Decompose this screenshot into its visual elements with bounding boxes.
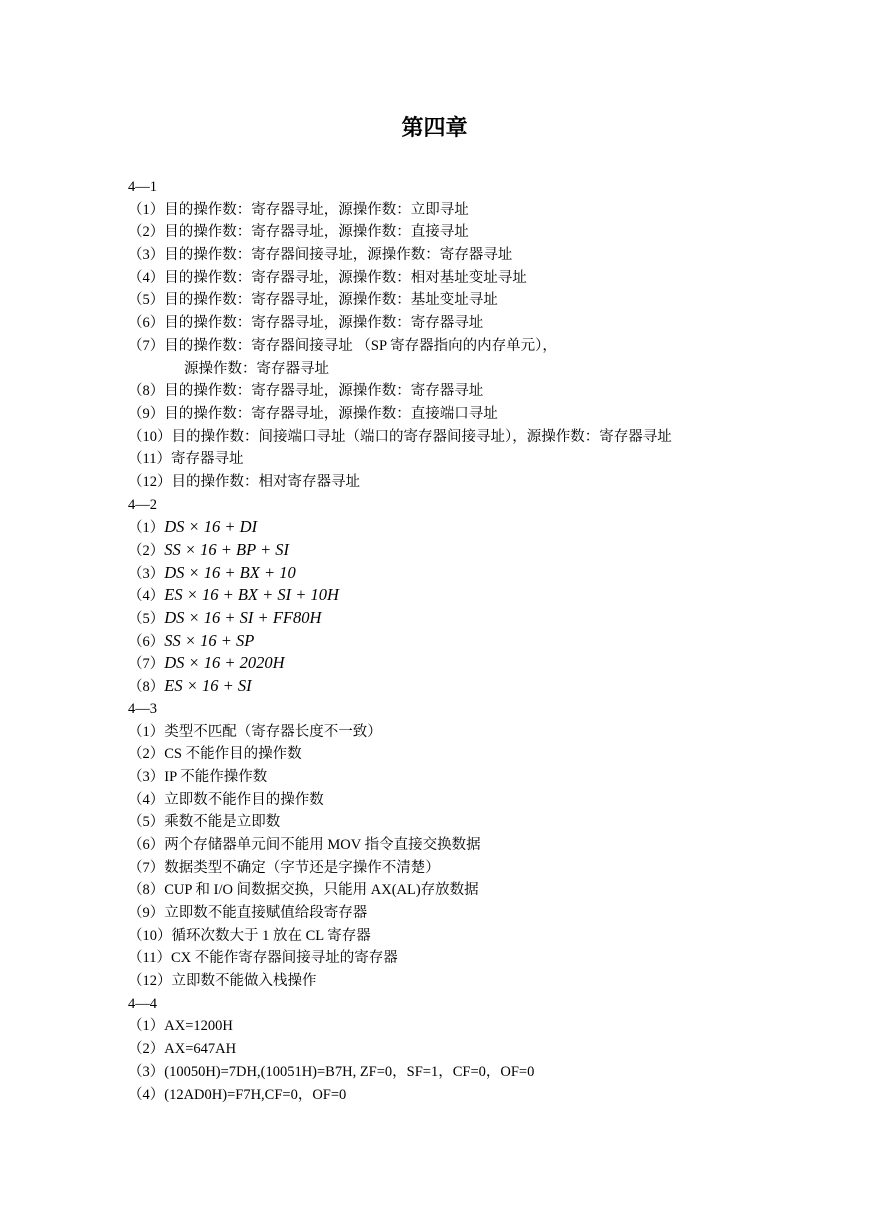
answer-item: （9）立即数不能直接赋值给段寄存器	[128, 905, 368, 921]
answer-item: （3）目的操作数：寄存器间接寻址，源操作数：寄存器寻址	[128, 247, 513, 264]
formula-item	[128, 516, 828, 539]
answer-item: （11）寄存器寻址	[128, 451, 244, 468]
answer-item: （6）两个存储器单元间不能用 MOV 指令直接交换数据	[128, 836, 481, 853]
section-heading: 4—1	[128, 179, 157, 195]
address-formula: DS × 16 + 2020H	[164, 653, 285, 673]
formula-item	[128, 562, 828, 585]
formula-item	[128, 630, 828, 653]
answer-item: （2）AX=647AH	[128, 1041, 237, 1058]
formula-number: （7）	[128, 656, 165, 673]
section-heading: 4—4	[128, 995, 157, 1012]
answer-item: （4）立即数不能作目的操作数	[128, 791, 324, 808]
answer-item: （4）目的操作数：寄存器寻址，源操作数：相对基址变址寻址	[128, 269, 527, 286]
section-heading: 4—2	[128, 496, 157, 513]
address-formula: SS × 16 + SP	[164, 630, 255, 650]
section-heading: 4—3	[128, 700, 157, 717]
formula-item	[128, 584, 828, 607]
answer-item: （2）CS 不能作目的操作数	[128, 746, 302, 763]
formula-number: （5）	[128, 611, 165, 628]
answer-content	[128, 176, 828, 1106]
formula-number: （2）	[128, 543, 165, 559]
answer-item: （1）AX=1200H	[128, 1018, 233, 1035]
answer-item: （2）目的操作数：寄存器寻址，源操作数：直接寻址	[128, 224, 469, 241]
formula-number: （3）	[128, 565, 165, 582]
formula-number: （8）	[128, 679, 165, 696]
formula-number: （4）	[128, 588, 165, 605]
answer-item: （5）乘数不能是立即数	[128, 814, 281, 831]
address-formula: ES × 16 + BX + SI + 10H	[164, 585, 339, 605]
answer-item: （8）CUP 和 I/O 间数据交换，只能用 AX(AL)存放数据	[128, 882, 479, 899]
address-formula: DS × 16 + DI	[164, 517, 258, 537]
answer-item: （3）IP 不能作操作数	[128, 768, 268, 785]
address-formula: DS × 16 + SI + FF80H	[164, 608, 322, 628]
answer-item: （9）目的操作数：寄存器寻址，源操作数：直接端口寻址	[128, 405, 498, 422]
answer-item: （10）目的操作数：间接端口寻址（端口的寄存器间接寻址），源操作数：寄存器寻址	[128, 428, 672, 445]
answer-item: （1）类型不匹配（寄存器长度不一致）	[128, 723, 382, 740]
answer-item: （5）目的操作数：寄存器寻址，源操作数：基址变址寻址	[128, 292, 498, 309]
answer-item: （3）(10050H)=7DH,(10051H)=B7H, ZF=0，SF=1，CF=0，OF=0	[128, 1063, 535, 1080]
formula-number: （1）	[128, 520, 165, 537]
answer-item: （7）目的操作数：寄存器间接寻址 （SP 寄存器指向的内存单元），	[128, 337, 557, 354]
answer-item: （12）目的操作数：相对寄存器寻址	[128, 473, 360, 490]
answer-item: （12）立即数不能做入栈操作	[128, 973, 317, 990]
answer-item: （4）(12AD0H)=F7H,CF=0，OF=0	[128, 1086, 347, 1103]
formula-item	[128, 652, 828, 675]
address-formula: DS × 16 + BX + 10	[164, 562, 296, 582]
address-formula: SS × 16 + BP + SI	[164, 540, 290, 559]
address-formula: ES × 16 + SI	[164, 676, 252, 696]
answer-item: （8）目的操作数：寄存器寻址，源操作数：寄存器寻址	[128, 383, 484, 400]
formula-item	[128, 539, 828, 562]
answer-item: （6）目的操作数：寄存器寻址，源操作数：寄存器寻址	[128, 315, 484, 332]
answer-item-continuation: 源操作数：寄存器寻址	[184, 360, 329, 377]
chapter-title: 第四章	[401, 115, 468, 140]
formula-number: （6）	[128, 633, 165, 650]
answer-item: （7）数据类型不确定（字节还是字操作不清楚）	[128, 859, 440, 876]
answer-item: （11）CX 不能作寄存器间接寻址的寄存器	[128, 950, 398, 967]
formula-item	[128, 607, 828, 630]
answer-item: （1）目的操作数：寄存器寻址，源操作数：立即寻址	[128, 201, 469, 218]
formula-item	[128, 675, 828, 698]
answer-item: （10）循环次数大于 1 放在 CL 寄存器	[128, 927, 371, 944]
